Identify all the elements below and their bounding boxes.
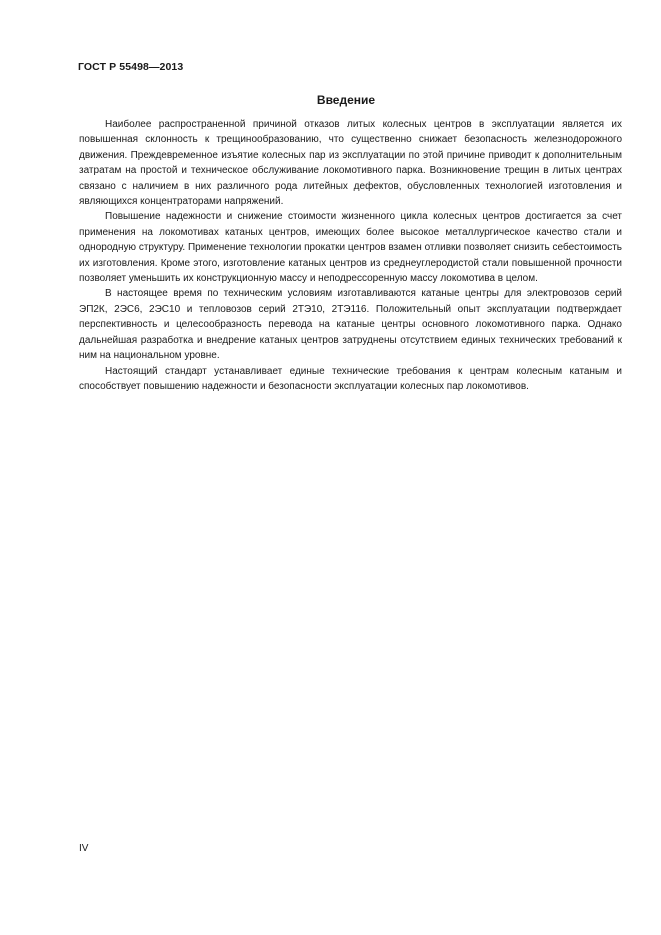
page-number: IV xyxy=(79,843,89,854)
body-text xyxy=(79,117,622,394)
paragraph: Настоящий стандарт устанавливает единые технические требования к центрам колесным катаным и способствует повышению надежности и безопасности эксплуатации колесных пар локомотивов. xyxy=(79,365,622,392)
paragraph: Повышение надежности и снижение стоимости жизненного цикла колесных центров достигается за счет применения на локомотивах катаных центров, имеющих более высокое металлургическое качество стали и однородную структуру. Применение технологии прокатки центров взамен отливки позволяет снизить себестоимость их изготовления. Кроме этого, изготовление катаных центров из среднеуглеродистой стали повышенной прочности позволяет уменьшить их конструкционную массу и неподрессоренную массу локомотива в целом. xyxy=(79,211,622,285)
section-title: Введение xyxy=(316,93,376,107)
document-header: ГОСТ Р 55498—2013 xyxy=(78,61,184,73)
paragraph: В настоящее время по техническим условиям изготавливаются катаные центры для электровозов серий ЭП2К, 2ЭС6, 2ЭС10 и тепловозов серий 2ТЭ10, 2ТЭ116. Положительный опыт эксплуатации подтверждает перспективность и целесообразность перевода на катаные центры основного локомотивного парка. Однако дальнейшая разработка и внедрение катаных центров затруднены отсутствием единых технических требований к ним на национальном уровне. xyxy=(79,288,622,362)
paragraph: Наиболее распространенной причиной отказов литых колесных центров в эксплуатации является их повышенная склонность к трещинообразованию, что существенно снижает безопасность железнодорожного движения. Преждевременное изъятие колесных пар из эксплуатации по этой причине приводит к дополнительным затратам на простой и техническое обслуживание локомотивного парка. Возникновение трещин в литых центрах связано с наличием в них различного рода литейных дефектов, обусловленных технологией изготовления и являющихся концентраторами напряжений. xyxy=(79,119,622,208)
